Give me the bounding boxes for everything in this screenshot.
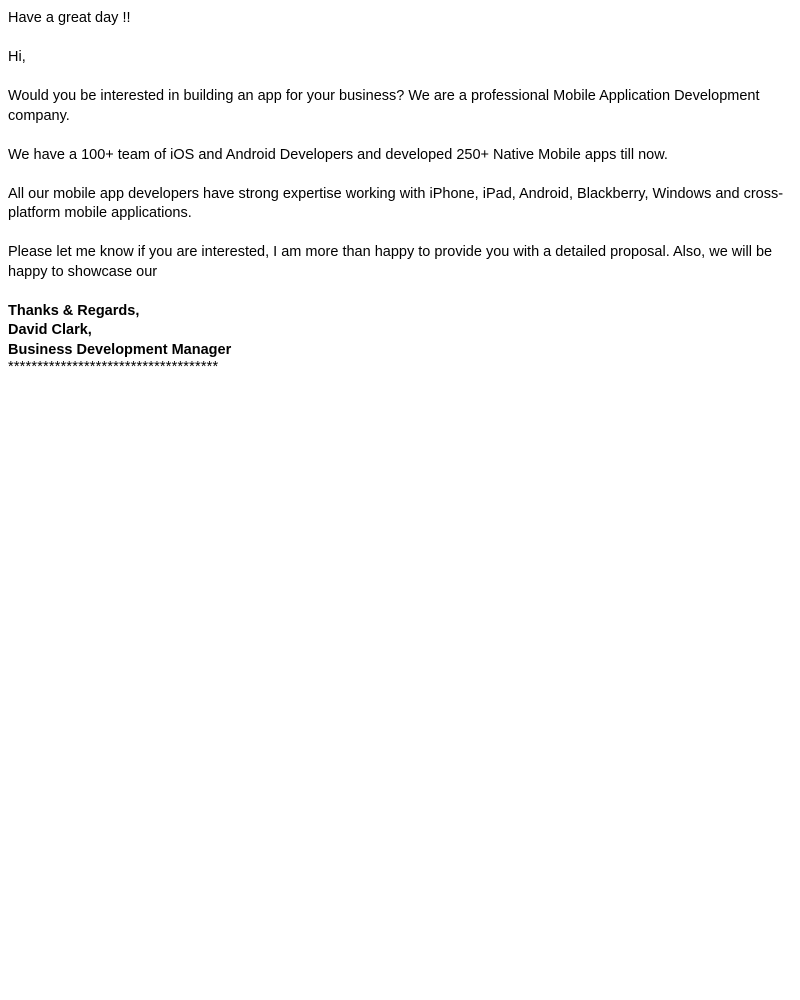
signature-block (8, 302, 792, 361)
paragraph-intro: Would you be interested in building an app for your business? We are a professional Mobile Application Development company. (8, 88, 760, 124)
signature-closing: Thanks & Regards, (8, 302, 140, 319)
paragraph-proposal: Please let me know if you are interested, I am more than happy to provide you with a detailed proposal. Also, we will be happy to showcase our (8, 244, 773, 280)
separator-line: ************************************ (8, 359, 219, 375)
salutation: Hi, (8, 49, 26, 65)
signature-name: David Clark, (8, 322, 92, 338)
signature-title: Business Development Manager (8, 341, 232, 358)
email-body (8, 9, 792, 378)
paragraph-expertise: All our mobile app developers have strong expertise working with iPhone, iPad, Android, Blackberry, Windows and cross-platform mobile applications. (8, 185, 784, 221)
greeting-line: Have a great day !! (8, 10, 131, 26)
paragraph-team: We have a 100+ team of iOS and Android Developers and developed 250+ Native Mobile apps till now. (8, 146, 668, 163)
